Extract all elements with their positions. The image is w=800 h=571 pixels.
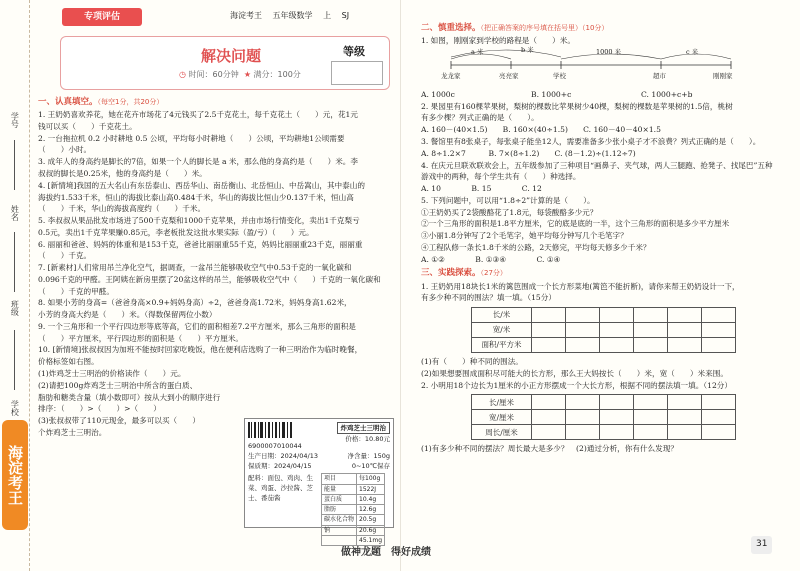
publisher: 海淀考王: [230, 11, 262, 20]
question-3-1-line2: 有多少种不同的围法？填一填。（15分）: [421, 293, 556, 303]
answer-cell[interactable]: [702, 323, 736, 338]
answer-cell[interactable]: [668, 308, 702, 323]
nutrition-cell: 每100g: [357, 474, 385, 484]
nutrition-row: [322, 505, 385, 515]
answer-cell[interactable]: [600, 308, 634, 323]
answer-cell[interactable]: [634, 308, 668, 323]
answer-cell[interactable]: [600, 323, 634, 338]
section-1-line: (1)炸鸡芝士三明治的价格读作（ ）元。: [38, 369, 186, 379]
label-a: a 米: [471, 47, 484, 56]
question-2-1-options: A. 1000c B. 1000+c C. 1000+c+b: [421, 89, 693, 99]
question-3-1-a: (1)有（ ）种不同的围法。: [421, 357, 523, 367]
section-2-questions: [421, 101, 793, 266]
grade-subject: 五年级数学: [272, 11, 313, 20]
answer-cell[interactable]: [668, 395, 702, 410]
answer-cell[interactable]: [634, 410, 668, 425]
answer-cell[interactable]: [702, 395, 736, 410]
answer-cell[interactable]: [702, 338, 736, 353]
section-2-line: ④工程队修一条长1.8千米的公路，2天修完，平均每天修多少千米？: [421, 242, 651, 252]
table-row: [472, 425, 736, 440]
question-3-2-a: (1)有多少种不同的摆法？周长最大是多少？ (2)通过分析，你有什么发现？: [421, 444, 678, 454]
section-3-title: 三、实践探索。（27分）: [421, 268, 507, 279]
section-2-line: 4. 在庆元旦联欢联欢会上，五年级参加了三种项目“画鼻子、夹气球，两人三腿跑、抢凳子、找尾巴”五种: [421, 160, 773, 170]
section-1: [38, 96, 394, 439]
table-row: [472, 410, 736, 425]
answer-cell[interactable]: [532, 395, 566, 410]
section-1-line: （ ）平方厘米，平行四边形的面积是（ ）平方厘米。: [38, 333, 244, 343]
section-1-line: （ ）千克的甲醛。: [38, 286, 114, 296]
nutrition-cell: 12.6g: [357, 505, 385, 515]
section-1-line: 4. [新情境]我国的五大名山有东岳泰山、西岳华山、南岳衡山、北岳恒山、中岳嵩山，其中泰山的: [38, 180, 365, 190]
section-1-line: (2)请把100g炸鸡芝士三明治中所含的蛋白质、: [38, 380, 198, 390]
star-icon: ★: [243, 70, 251, 79]
grade-box[interactable]: [331, 61, 383, 85]
answer-cell[interactable]: [668, 323, 702, 338]
section-1-line: 个炸鸡芝士三明治。: [38, 427, 107, 437]
place-supermarket: 超市: [653, 71, 666, 80]
nutrition-table: [321, 473, 385, 546]
section-1-line: 钱可以买（ ）千克花土。: [38, 121, 137, 131]
section-1-line: （ ）千米，华山的海拔高度约（ ）千米。: [38, 204, 206, 214]
answer-cell[interactable]: [566, 395, 600, 410]
barcode-icon: [248, 422, 292, 438]
section-1-line: 1. 王奶奶喜欢养花，她在花卉市场花了4元钱买了2.5千克花土，每千克花土（ ）元，花1元: [38, 110, 358, 120]
answer-cell[interactable]: [702, 308, 736, 323]
section-2: [421, 22, 793, 455]
place-longlong: 龙龙家: [441, 71, 461, 80]
net-weight: 净含量：150g: [347, 452, 390, 461]
answer-cell[interactable]: [566, 410, 600, 425]
page-number: 31: [751, 536, 772, 554]
place-liangliang: 亮亮家: [499, 71, 519, 80]
table-row: [472, 308, 736, 323]
section-1-line: 7. [新素材]人们常用吊兰净化空气，据调查，一盆吊兰能够吸收空气中0.53千克的一氧化碳和: [38, 263, 352, 273]
section-1-line: 6. 丽丽和爸爸、妈妈的体重和是153千克，爸爸比丽丽重55千克，妈妈比丽丽重23千克，丽丽重: [38, 239, 363, 249]
section-1-line: （ ）千克。: [38, 251, 92, 261]
section-2-line: 游戏中的两种，每个学生共有（ ）种选择。: [421, 172, 581, 182]
term: 上: [323, 11, 332, 20]
student-id-label: 学号: [10, 112, 20, 128]
product-name: 炸鸡芝士三明治: [337, 422, 391, 434]
section-1-line: 价格标签如右图。: [38, 357, 99, 367]
section-1-line: 3. 成年人的身高约是脚长的7倍，如果一个人的脚长是 a 米，那么他的身高约是（ ）米。李: [38, 157, 358, 167]
section-2-line: ②一个三角形的面积是1.8平方厘米，它的底是底的一半，这个三角形的面积是多少平方厘米: [421, 219, 730, 229]
section-1-title: 一、认真填空。（每空1分，共20分）: [38, 97, 164, 107]
class-label: 班级: [10, 300, 20, 316]
class-line: [14, 330, 15, 390]
production-date: 生产日期：2024/04/13: [248, 452, 318, 461]
row-header: 宽/厘米: [472, 410, 532, 425]
school-label: 学校: [10, 400, 20, 416]
section-1-line: 10. [新情境]张叔叔因为加班不能按时回家吃晚饭，他在便利店选购了一种三明治作为临时晚餐，: [38, 345, 363, 355]
answer-cell[interactable]: [702, 410, 736, 425]
answer-cell[interactable]: [532, 338, 566, 353]
nutrition-cell: 钠: [322, 525, 357, 535]
nutrition-cell: 45.1mg: [357, 536, 385, 546]
section-1-line: 0.096千克的甲醛。王阿姨在新房里摆了20盆这样的吊兰，能够吸收空气中（ ）千克的一氧化碳和: [38, 274, 381, 284]
section-badge: 专项评估: [62, 8, 142, 26]
section-1-line: 2. 一台拖拉机 0.2 小时耕地 0.5 公顷，平均每小时耕地（ ）公顷，平均耕地1公顷需要: [38, 133, 345, 143]
book-meta: [230, 10, 357, 22]
section-2-line: 3. 餐馆里有8张桌子，每张桌子能坐12人，需要准备多少张小桌子才不浪费？列式正确的是（ ）。: [421, 137, 761, 146]
section-1-line: 小芳的身高大约是（ ）米。（得数保留两位小数）: [38, 310, 217, 320]
row-header: 周长/厘米: [472, 425, 532, 440]
side-strip: [0, 0, 30, 571]
answer-cell[interactable]: [634, 338, 668, 353]
price-label: [244, 418, 394, 545]
row-header: 长/米: [472, 308, 532, 323]
section-1-line: 8. 如果小芳的身高=（爸爸身高×0.9+妈妈身高）÷2，爸爸身高1.72米，妈妈身高1.62米，: [38, 298, 352, 308]
brand-vertical: 海淀考王: [2, 420, 28, 530]
section-2-line: 2. 果园里有160棵苹果树，梨树的棵数比苹果树少40棵，梨树的棵数是苹果树的1.5倍，桃树: [421, 101, 733, 111]
row-header: 宽/米: [472, 323, 532, 338]
question-3-1-line1: 1. 王奶奶用18块长1米的篱笆围成一个长方形菜地(篱笆不能折断)，请你来帮王奶奶设计一下，: [421, 281, 740, 291]
answer-cell[interactable]: [702, 425, 736, 440]
grade-label: 等级: [343, 45, 365, 58]
table-row: [472, 323, 736, 338]
nutrition-row: [322, 474, 385, 484]
section-2-line: A. 8÷1.2×7 B. 7×(8÷1.2) C. (8－1.2)÷(1.12÷7): [421, 148, 636, 158]
answer-cell[interactable]: [634, 395, 668, 410]
expiry-date: 保质期：2024/04/15: [248, 462, 312, 471]
section-2-title: 二、慎重选择。（把正确答案的序号填在括号里）（10分）: [421, 23, 609, 33]
footer-slogan: 做神龙题 得好成绩: [341, 547, 431, 558]
nutrition-cell: 脂肪: [322, 505, 357, 515]
nutrition-cell: 碳水化合物: [322, 515, 357, 525]
name-line: [14, 232, 15, 292]
nutrition-cell: 10.4g: [357, 494, 385, 504]
student-id-line: [14, 140, 15, 190]
page-title: 解决问题: [201, 47, 262, 65]
label-b: b 米: [521, 45, 534, 54]
section-2-line: ③小丽1.8分钟写了2个毛笔字，她平均每分钟写几个毛笔字？: [421, 231, 628, 241]
barcode-number: 6900007010044: [248, 442, 302, 451]
time-limit: 时间：60分钟: [188, 70, 239, 79]
table-row: [472, 395, 736, 410]
answer-cell[interactable]: [668, 425, 702, 440]
nutrition-row: [322, 525, 385, 535]
exam-info: [179, 69, 301, 81]
answer-cell[interactable]: [566, 323, 600, 338]
fence-table[interactable]: [471, 307, 736, 353]
question-2-1: 1. 如图，刚刚家到学校的路程是（ ）米。: [421, 36, 575, 46]
question-3-1-b: (2)如果想要围成面积尽可能大的长方形，那么王大妈按长（ ）米，宽（ ）米来围。: [421, 368, 728, 378]
answer-cell[interactable]: [600, 395, 634, 410]
edition: SJ: [341, 11, 350, 20]
ingredients: 配料：面包、鸡肉、生菜、鸡蛋、沙拉酱、芝士、番茄酱: [248, 474, 313, 503]
answer-cell[interactable]: [600, 410, 634, 425]
answer-cell[interactable]: [566, 425, 600, 440]
label-c: c 米: [686, 47, 699, 56]
row-header: 长/厘米: [472, 395, 532, 410]
nutrition-cell: 1522J: [357, 484, 385, 494]
section-1-line: 5. 李叔叔从果品批发市场进了500千克梨和1000千克苹果，并由市场行情变化，卖出1千克梨亏: [38, 216, 360, 226]
question-3-2: 2. 小明用18个边长为1厘米的小正方形摆成一个大长方形，根据不同的摆法填一填。（12分）: [421, 380, 732, 390]
section-1-questions: [38, 109, 394, 438]
product-price: 价格：10.80元: [345, 435, 390, 444]
answer-cell[interactable]: [566, 338, 600, 353]
place-ganggang: 刚刚家: [713, 71, 733, 80]
section-2-line: A. 160－(40×1.5) B. 160×(40÷1.5) C. 160－40－40×1.5: [421, 125, 661, 135]
nutrition-cell: 20.5g: [357, 515, 385, 525]
barcode: [248, 422, 302, 451]
answer-cell[interactable]: [668, 410, 702, 425]
section-2-line: 5. 下列问题中，可以用“1.8÷2”计算的是（ ）。: [421, 195, 595, 205]
nutrition-row: [322, 515, 385, 525]
answer-cell[interactable]: [634, 425, 668, 440]
clock-icon: ◷: [179, 70, 186, 79]
full-score: 满分：100分: [253, 70, 301, 79]
nutrition-cell: 20.6g: [357, 525, 385, 535]
answer-cell[interactable]: [600, 338, 634, 353]
section-1-line: （ ）小时。: [38, 145, 92, 155]
title-box: [60, 36, 390, 90]
answer-cell[interactable]: [532, 308, 566, 323]
section-1-line: 0.5元，卖出1千克苹果赚0.85元，李老板批发这批水果实际（盈/亏）（ ）元。: [38, 227, 314, 237]
section-1-line: 排序：（ ）>（ ）>（ ）: [38, 404, 161, 414]
answer-cell[interactable]: [600, 425, 634, 440]
number-line-diagram: [441, 45, 741, 87]
section-1-line: (3)张叔叔带了110元现金，最多可以买（ ）: [38, 416, 200, 426]
answer-cell[interactable]: [566, 308, 600, 323]
row-header: 面积/平方米: [472, 338, 532, 353]
section-1-line: 海拔约1.533千米，恒山的海拔比泰山高0.484千米，华山的海拔比恒山少0.137千米，恒山高: [38, 192, 354, 202]
section-2-line: A. 10 B. 15 C. 12: [421, 184, 542, 194]
nutrition-cell: 蛋白质: [322, 494, 357, 504]
nutrition-row: [322, 494, 385, 504]
storage-temp: 0~10℃保存: [351, 462, 390, 471]
nutrition-cell: 能量: [322, 484, 357, 494]
section-2-line: 有多少棵？列式正确的是（ ）。: [421, 113, 539, 123]
answer-cell[interactable]: [532, 425, 566, 440]
section-1-line: 脂肪和糖类含量（填小数即可）按从大到小的顺序进行: [38, 392, 221, 402]
section-1-line: 9. 一个三角形和一个平行四边形等底等高，它们的面积相差7.2平方厘米，那么三角形的面积是: [38, 321, 356, 331]
rectangle-table[interactable]: [471, 394, 736, 440]
nutrition-row: [322, 484, 385, 494]
nutrition-cell: 项目: [322, 474, 357, 484]
label-1000: 1000 米: [596, 47, 622, 56]
answer-cell[interactable]: [668, 338, 702, 353]
name-label: 姓名: [10, 205, 20, 221]
table-row: [472, 338, 736, 353]
answer-cell[interactable]: [532, 410, 566, 425]
place-school: 学校: [553, 71, 566, 80]
section-1-line: 叔叔的脚长是0.25米，他的身高约是（ ）米。: [38, 169, 207, 178]
answer-cell[interactable]: [634, 323, 668, 338]
section-2-line: ①王奶奶买了2袋酸酪花了1.8元，每袋酸酪多少元？: [421, 207, 598, 217]
answer-cell[interactable]: [532, 323, 566, 338]
section-2-line: A. ①② B. ①③④ C. ①④: [421, 254, 561, 264]
